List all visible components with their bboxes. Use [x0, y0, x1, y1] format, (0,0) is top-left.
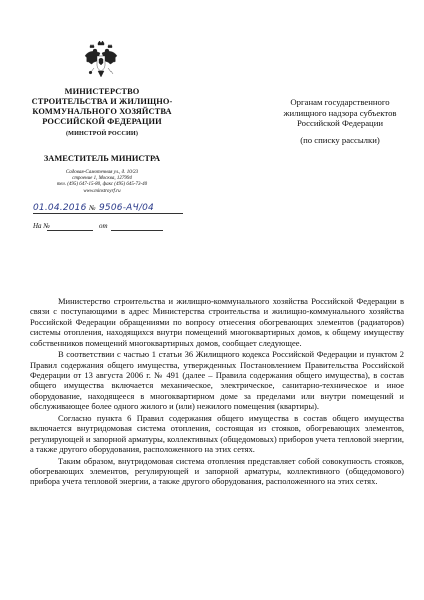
body-paragraph: Министерство строительства и жилищно-коммунального хозяйства Российской Федерации в связи с поступающими в адрес Министерства строительства и жилищно-коммунального хозяйства Российской Федерации обращениями по вопросу отнесения обогревающих элементов (радиаторов) системы отопления, находящихся внутри помещений многоквартирных домов, к общему имуществу собственников помещений многоквартирных домов, сообщает следующее. — [30, 296, 404, 348]
org-name-line: МИНИСТЕРСТВО — [64, 87, 140, 96]
body-paragraph: В соответствии с частью 1 статьи 36 Жилищного кодекса Российской Федерации и пунктом 2 Правил содержания общего имущества, утвержденных Постановлением Правительства Российской Федерации от 13 августа 2006 г. № 491 (далее – Правила содержания общего имущества), в состав общего имущества включается механическое, электрическое, санитарно-техническое и иное оборудование, находящееся в многоквартирном доме за пределами или внутри помещений и обслуживающее более одного жилого и (или) нежилого помещения (квартиры). — [30, 349, 404, 412]
reference-number-blank — [47, 230, 93, 231]
registration-date: 01.04.2016 — [33, 203, 87, 213]
addressee-line: Российской Федерации — [296, 118, 383, 128]
addressee-line: Органам государственного — [290, 97, 390, 107]
address-line: www.minstroyrf.ru — [83, 188, 121, 194]
letter-body — [30, 296, 404, 487]
address-line: тел. (495) 647-15-80, факс (495) 645-73-40 — [56, 182, 148, 188]
address-line: строение 1, Москва, 127994 — [72, 176, 132, 182]
organization-name — [20, 87, 184, 139]
org-name-line: РОССИЙСКОЙ ФЕДЕРАЦИИ — [42, 117, 162, 126]
reference-date-label: от — [99, 222, 108, 230]
address-line: Садовая-Самотечная ул., д. 10/23 — [65, 170, 139, 175]
reference-number-label: На № — [33, 222, 50, 230]
coat-of-arms-icon — [84, 40, 118, 82]
org-name-line: СТРОИТЕЛЬСТВА И ЖИЛИЩНО- — [31, 97, 173, 106]
registration-number-label: № — [89, 204, 96, 212]
registration-line — [33, 203, 183, 215]
signatory-title: ЗАМЕСТИТЕЛЬ МИНИСТРА — [43, 154, 161, 163]
org-address — [20, 170, 184, 195]
body-paragraph: Согласно пункта 6 Правил содержания общего имущества в состав общего имущества включается внутридомовая система отопления, состоящая из стояков, обогревающих элементов, регулирующей и запорной арматуры, коллективных (общедомовых) приборов учета тепловой энергии, а также другого оборудования, расположенного на этих сетях. — [30, 412, 404, 455]
registration-underline — [33, 213, 183, 214]
reference-date-blank — [111, 230, 163, 231]
addressee-line: жилищного надзора субъектов — [283, 107, 397, 118]
addressee-block — [265, 97, 415, 145]
body-paragraph: Таким образом, внутридомовая система отопления представляет собой совокупность стояков, обогревающих элементов, регулирующей и запорной арматуры, коллективного (общедомового) прибора учета тепловой энергии, а также другого оборудования, расположенного на этих сетях. — [30, 455, 404, 487]
reference-line — [33, 222, 183, 232]
org-name-line: КОММУНАЛЬНОГО ХОЗЯЙСТВА — [32, 107, 172, 116]
org-short-name: (МИНСТРОЙ РОССИИ) — [66, 130, 138, 137]
registration-number: 9506-АЧ/04 — [99, 203, 154, 213]
distribution-note: (по списку рассылки) — [300, 134, 380, 145]
